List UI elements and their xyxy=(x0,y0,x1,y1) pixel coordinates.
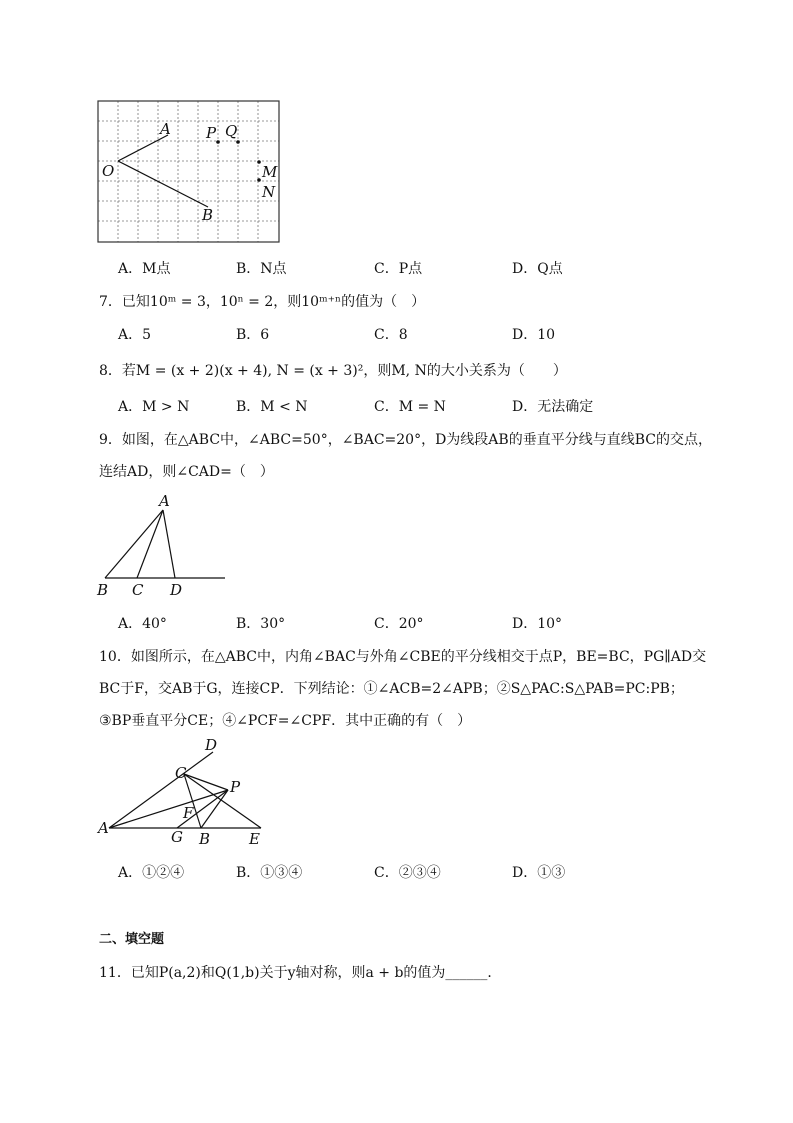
triangle-figure-q9 xyxy=(95,492,235,602)
q8-option-d[interactable]: D．无法确定 xyxy=(512,399,594,415)
q7-option-b[interactable]: B．6 xyxy=(236,327,270,343)
point-m xyxy=(257,160,261,164)
q9-stem-line1: 9．如图，在△ABC中，∠ABC=50°，∠BAC=20°，D为线段AB的垂直平分线与直线BC的交点， xyxy=(99,432,712,448)
triangle-figure-q10 xyxy=(95,738,275,848)
segment-cp xyxy=(184,774,228,790)
label-m: M xyxy=(262,163,278,181)
label-b: B xyxy=(199,830,211,848)
q10-stem-line3: ③BP垂直平分CE；④∠PCF=∠CPF．其中正确的有（ ） xyxy=(99,713,472,729)
label-q: Q xyxy=(225,122,238,140)
section-title-fill-blank: 二、填空题 xyxy=(99,932,165,947)
label-b: B xyxy=(202,206,214,224)
ray-ob xyxy=(118,161,208,207)
segment-ab xyxy=(105,510,163,578)
segment-ap xyxy=(109,790,228,828)
segment-ad xyxy=(163,510,175,578)
q10-option-a[interactable]: A．①②④ xyxy=(118,865,185,881)
q6-option-b[interactable]: B．N点 xyxy=(236,261,287,277)
label-f: F xyxy=(183,804,194,822)
label-p: P xyxy=(206,124,217,142)
q7-option-d[interactable]: D．10 xyxy=(512,327,556,343)
q9-option-d[interactable]: D．10° xyxy=(512,616,563,632)
label-d: D xyxy=(170,581,183,599)
ray-oa xyxy=(118,135,168,161)
q8-option-b[interactable]: B．M < N xyxy=(236,399,308,415)
q10-option-d[interactable]: D．①③ xyxy=(512,865,566,881)
q7-option-c[interactable]: C．8 xyxy=(374,327,408,343)
q8-option-c[interactable]: C．M = N xyxy=(374,399,446,415)
label-d: D xyxy=(205,738,218,754)
label-p: P xyxy=(230,778,241,796)
q10-option-b[interactable]: B．①③④ xyxy=(236,865,303,881)
q9-stem-line2: 连结AD，则∠CAD=（ ） xyxy=(99,464,274,480)
label-a: A xyxy=(159,492,170,510)
q10-stem-line1: 10．如图所示，在△ABC中，内角∠BAC与外角∠CBE的平分线相交于点P，BE=BC，PG∥AD交 xyxy=(99,649,707,665)
q10-stem-line2: BC于F，交AB于G，连接CP．下列结论：①∠ACB=2∠APB；②S△PAC:S△PAB=PC:PB； xyxy=(99,681,684,697)
q6-option-c[interactable]: C．P点 xyxy=(374,261,423,277)
label-c: C xyxy=(175,764,187,782)
label-b: B xyxy=(97,581,109,599)
segment-ac xyxy=(137,510,163,578)
q10-option-c[interactable]: C．②③④ xyxy=(374,865,441,881)
q11-stem: 11．已知P(a,2)和Q(1,b)关于y轴对称，则a + b的值为______． xyxy=(99,965,502,981)
q8-stem: 8．若M = (x + 2)(x + 4), N = (x + 3)²，则M, N的大小关系为（ ） xyxy=(99,363,567,379)
label-n: N xyxy=(262,183,276,201)
label-a: A xyxy=(98,819,109,837)
point-n xyxy=(257,178,261,182)
segment-ce xyxy=(184,774,261,828)
q7-option-a[interactable]: A．5 xyxy=(118,327,152,343)
label-c: C xyxy=(132,581,144,599)
q6-option-d[interactable]: D．Q点 xyxy=(512,261,563,277)
grid-figure xyxy=(97,100,287,248)
q8-option-a[interactable]: A．M > N xyxy=(118,399,190,415)
point-q xyxy=(236,140,240,144)
q9-option-c[interactable]: C．20° xyxy=(374,616,424,632)
q9-option-a[interactable]: A．40° xyxy=(118,616,167,632)
label-e: E xyxy=(249,830,260,848)
q7-stem: 7．已知10ᵐ = 3，10ⁿ = 2，则10ᵐ⁺ⁿ的值为（ ） xyxy=(99,294,426,310)
q6-option-a[interactable]: A．M点 xyxy=(118,261,171,277)
label-o: O xyxy=(102,162,115,180)
label-a: A xyxy=(160,120,171,138)
label-g: G xyxy=(171,828,183,846)
point-p xyxy=(216,140,220,144)
q9-option-b[interactable]: B．30° xyxy=(236,616,286,632)
